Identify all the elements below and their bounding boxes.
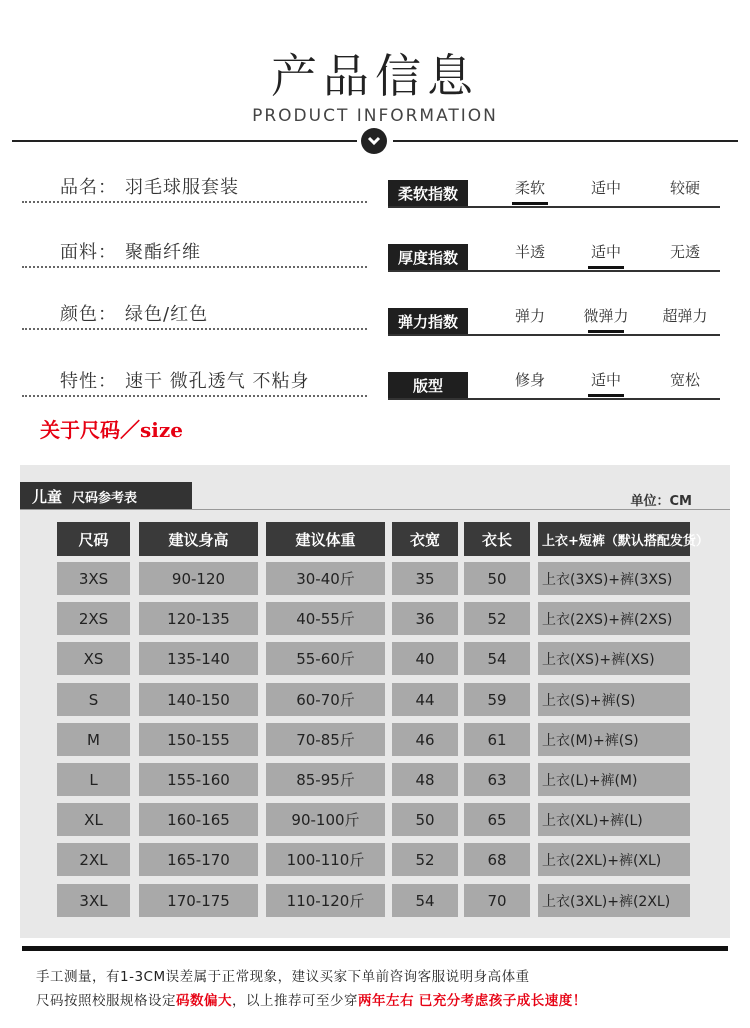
table-cell-combo: 上衣(3XL)+裤(2XL) xyxy=(538,884,690,917)
table-cell-length: 54 xyxy=(464,642,530,675)
divider-left xyxy=(12,140,357,142)
table-cell-combo: 上衣(M)+裤(S) xyxy=(538,723,690,756)
table-cell-size: L xyxy=(57,763,130,796)
index-option: 宽松 xyxy=(669,371,700,389)
tab-subtitle: 尺码参考表 xyxy=(72,490,138,506)
note-text: 尺码按照校服规格设定 xyxy=(36,993,176,1009)
page-title: 产品信息 xyxy=(271,49,479,103)
table-cell-weight: 70-85斤 xyxy=(266,723,385,756)
table-cell-weight: 90-100斤 xyxy=(266,803,385,836)
table-cell-width: 44 xyxy=(392,683,458,716)
note-line-1: 手工测量，有1-3CM误差属于正常现象，建议买家下单前咨询客服说明身高体重 xyxy=(36,969,530,985)
table-cell-width: 48 xyxy=(392,763,458,796)
info-row-feature xyxy=(22,367,367,397)
fit-index xyxy=(388,370,720,400)
table-cell-combo: 上衣(L)+裤(M) xyxy=(538,763,690,796)
divider-right xyxy=(393,140,738,142)
table-cell-width: 46 xyxy=(392,723,458,756)
table-cell-combo: 上衣(XL)+裤(L) xyxy=(538,803,690,836)
info-row-fabric xyxy=(22,238,367,268)
softness-index xyxy=(388,178,720,208)
unit-label: 单位：CM xyxy=(630,494,692,509)
index-option: 适中 xyxy=(571,369,641,390)
table-cell-length: 52 xyxy=(464,602,530,635)
table-cell-size: 2XS xyxy=(57,602,130,635)
index-option: 半透 xyxy=(514,243,545,261)
tab-title: 儿童 xyxy=(32,487,63,506)
note-highlight: 码数偏大 xyxy=(176,993,232,1009)
table-cell-combo: 上衣(XS)+裤(XS) xyxy=(538,642,690,675)
table-cell-width: 35 xyxy=(392,562,458,595)
table-header-size: 尺码 xyxy=(57,522,130,556)
info-row-name xyxy=(22,173,367,203)
index-option: 无透 xyxy=(669,243,700,261)
table-cell-height: 90-120 xyxy=(139,562,258,595)
index-option: 较硬 xyxy=(669,179,700,197)
info-label: 特性： xyxy=(60,371,117,392)
table-cell-size: M xyxy=(57,723,130,756)
index-option: 柔软 xyxy=(495,177,565,198)
table-cell-width: 54 xyxy=(392,884,458,917)
thickness-index xyxy=(388,242,720,272)
index-option: 适中 xyxy=(590,179,621,197)
table-cell-length: 61 xyxy=(464,723,530,756)
table-cell-height: 160-165 xyxy=(139,803,258,836)
info-value: 绿色/红色 xyxy=(125,304,209,325)
table-header-height: 建议身高 xyxy=(139,522,258,556)
table-cell-weight: 40-55斤 xyxy=(266,602,385,635)
note-text: ，以上推荐可至少穿 xyxy=(232,993,358,1009)
index-label: 版型 xyxy=(388,372,468,398)
table-cell-size: 3XS xyxy=(57,562,130,595)
table-cell-weight: 110-120斤 xyxy=(266,884,385,917)
elasticity-index xyxy=(388,306,720,336)
table-cell-height: 155-160 xyxy=(139,763,258,796)
table-cell-height: 120-135 xyxy=(139,602,258,635)
index-label: 厚度指数 xyxy=(388,244,468,270)
index-option: 微弹力 xyxy=(571,305,641,326)
bottom-divider xyxy=(22,946,728,951)
info-value: 速干 微孔透气 不粘身 xyxy=(125,371,310,392)
table-cell-size: S xyxy=(57,683,130,716)
page-subtitle: PRODUCT INFORMATION xyxy=(252,106,498,126)
table-cell-size: 3XL xyxy=(57,884,130,917)
index-option: 超弹力 xyxy=(662,307,708,325)
table-cell-length: 68 xyxy=(464,843,530,876)
info-label: 面料： xyxy=(60,242,117,263)
index-option: 适中 xyxy=(571,241,641,262)
table-cell-width: 36 xyxy=(392,602,458,635)
table-cell-size: 2XL xyxy=(57,843,130,876)
table-cell-length: 70 xyxy=(464,884,530,917)
table-header-weight: 建议体重 xyxy=(266,522,385,556)
table-cell-weight: 30-40斤 xyxy=(266,562,385,595)
table-cell-size: XS xyxy=(57,642,130,675)
size-section-title: 关于尺码／size xyxy=(40,418,183,442)
note-highlight: 已充分考虑孩子成长速度！ xyxy=(418,993,587,1009)
table-cell-width: 52 xyxy=(392,843,458,876)
table-cell-length: 65 xyxy=(464,803,530,836)
note-highlight: 两年左右 xyxy=(358,993,414,1009)
index-option: 修身 xyxy=(514,371,545,389)
note-line-2 xyxy=(36,989,587,1009)
size-table-tab xyxy=(20,482,192,510)
table-cell-height: 165-170 xyxy=(139,843,258,876)
table-cell-width: 50 xyxy=(392,803,458,836)
table-cell-combo: 上衣(2XL)+裤(XL) xyxy=(538,843,690,876)
table-header-width: 衣宽 xyxy=(392,522,458,556)
index-label: 弹力指数 xyxy=(388,308,468,334)
table-cell-length: 59 xyxy=(464,683,530,716)
table-cell-length: 63 xyxy=(464,763,530,796)
table-cell-weight: 60-70斤 xyxy=(266,683,385,716)
index-label: 柔软指数 xyxy=(388,180,468,206)
table-cell-height: 150-155 xyxy=(139,723,258,756)
table-cell-height: 140-150 xyxy=(139,683,258,716)
table-cell-weight: 100-110斤 xyxy=(266,843,385,876)
table-cell-combo: 上衣(S)+裤(S) xyxy=(538,683,690,716)
index-option: 弹力 xyxy=(514,307,545,325)
table-header-combo: 上衣+短裤（默认搭配发货） xyxy=(538,522,690,556)
table-cell-length: 50 xyxy=(464,562,530,595)
info-value: 羽毛球服套装 xyxy=(125,177,239,198)
info-label: 品名： xyxy=(60,177,117,198)
table-cell-height: 170-175 xyxy=(139,884,258,917)
table-header-length: 衣长 xyxy=(464,522,530,556)
info-row-color xyxy=(22,300,367,330)
table-cell-weight: 85-95斤 xyxy=(266,763,385,796)
tab-underline xyxy=(20,509,730,510)
table-cell-width: 40 xyxy=(392,642,458,675)
table-cell-combo: 上衣(2XS)+裤(2XS) xyxy=(538,602,690,635)
product-info-header xyxy=(0,0,750,160)
table-cell-weight: 55-60斤 xyxy=(266,642,385,675)
info-value: 聚酯纤维 xyxy=(125,242,201,263)
table-cell-height: 135-140 xyxy=(139,642,258,675)
table-cell-combo: 上衣(3XS)+裤(3XS) xyxy=(538,562,690,595)
table-cell-size: XL xyxy=(57,803,130,836)
info-label: 颜色： xyxy=(60,304,117,325)
chevron-down-icon xyxy=(361,128,387,154)
